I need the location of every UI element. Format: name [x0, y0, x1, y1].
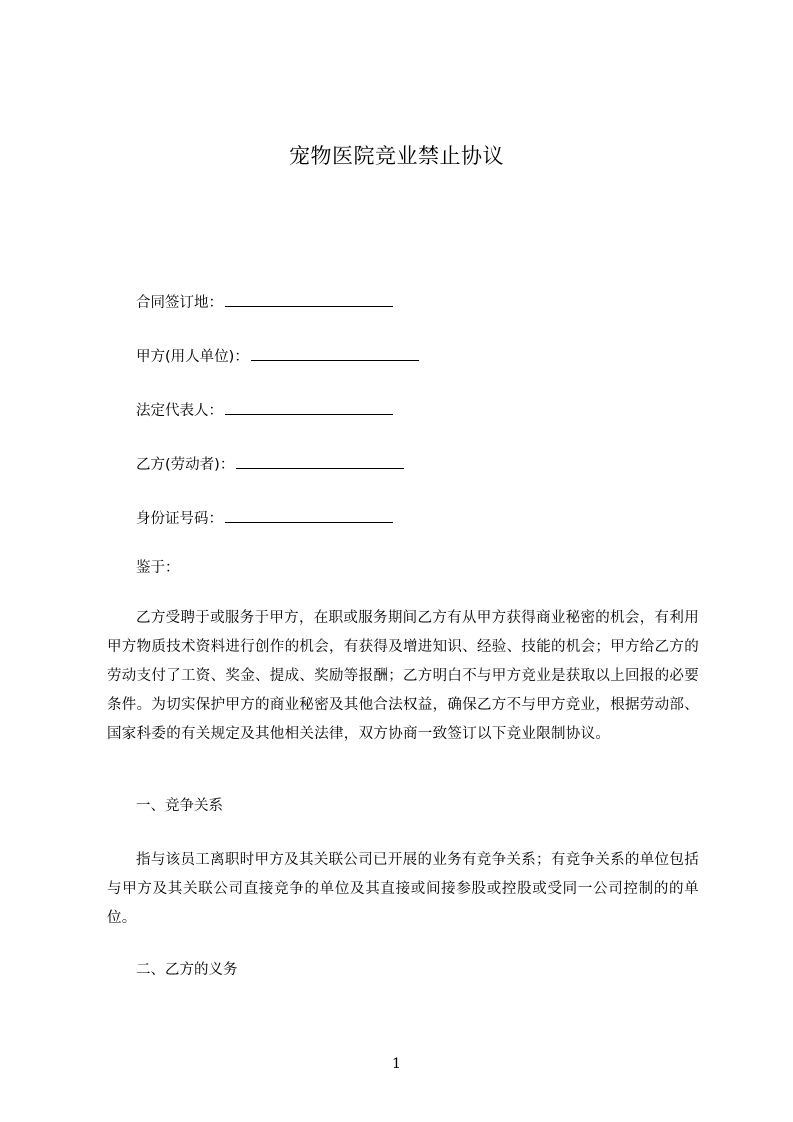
field-party-a	[136, 346, 419, 367]
section-body-1: 指与该员工离职时甲方及其关联公司已开展的业务有竞争关系；有竞争关系的单位包括与甲方及其关联公司直接竞争的单位及其直接或间接参股或控股或受同一公司控制的的单位。	[107, 852, 699, 926]
section-heading-1: 一、竞争关系	[136, 798, 223, 814]
field-label: 乙方(劳动者)：	[136, 457, 235, 473]
blank-line	[251, 346, 419, 361]
field-party-b	[136, 454, 404, 475]
blank-line	[236, 454, 404, 469]
document-title: 宠物医院竞业禁止协议	[289, 144, 504, 168]
intro-paragraph: 乙方受聘于或服务于甲方，在职或服务期间乙方有从甲方获得商业秘密的机会，有利用甲方物质技术资料进行创作的机会，有获得及增进知识、经验、技能的机会；甲方给乙方的劳动支付了工资、奖金、提成、奖励等报酬；乙方明白不与甲方竞业是获取以上回报的必要条件。为切实保护甲方的商业秘密及其他合法权益，确保乙方不与甲方竞业，根据劳动部、国家科委的有关规定及其他相关法律，双方协商一致签订以下竞业限制协议。	[107, 610, 699, 742]
blank-line	[225, 292, 393, 307]
blank-line	[225, 400, 393, 415]
field-label: 甲方(用人单位)：	[136, 349, 249, 365]
field-legal-representative	[136, 400, 393, 421]
field-label: 法定代表人：	[136, 403, 223, 419]
field-label: 合同签订地：	[136, 295, 223, 311]
field-id-number	[136, 508, 393, 529]
field-signing-place	[136, 292, 393, 313]
whereas-label: 鉴于：	[136, 560, 180, 576]
page-number: 1	[392, 1056, 401, 1072]
blank-line	[225, 508, 393, 523]
section-heading-2: 二、乙方的义务	[136, 962, 238, 978]
field-label: 身份证号码：	[136, 511, 223, 527]
